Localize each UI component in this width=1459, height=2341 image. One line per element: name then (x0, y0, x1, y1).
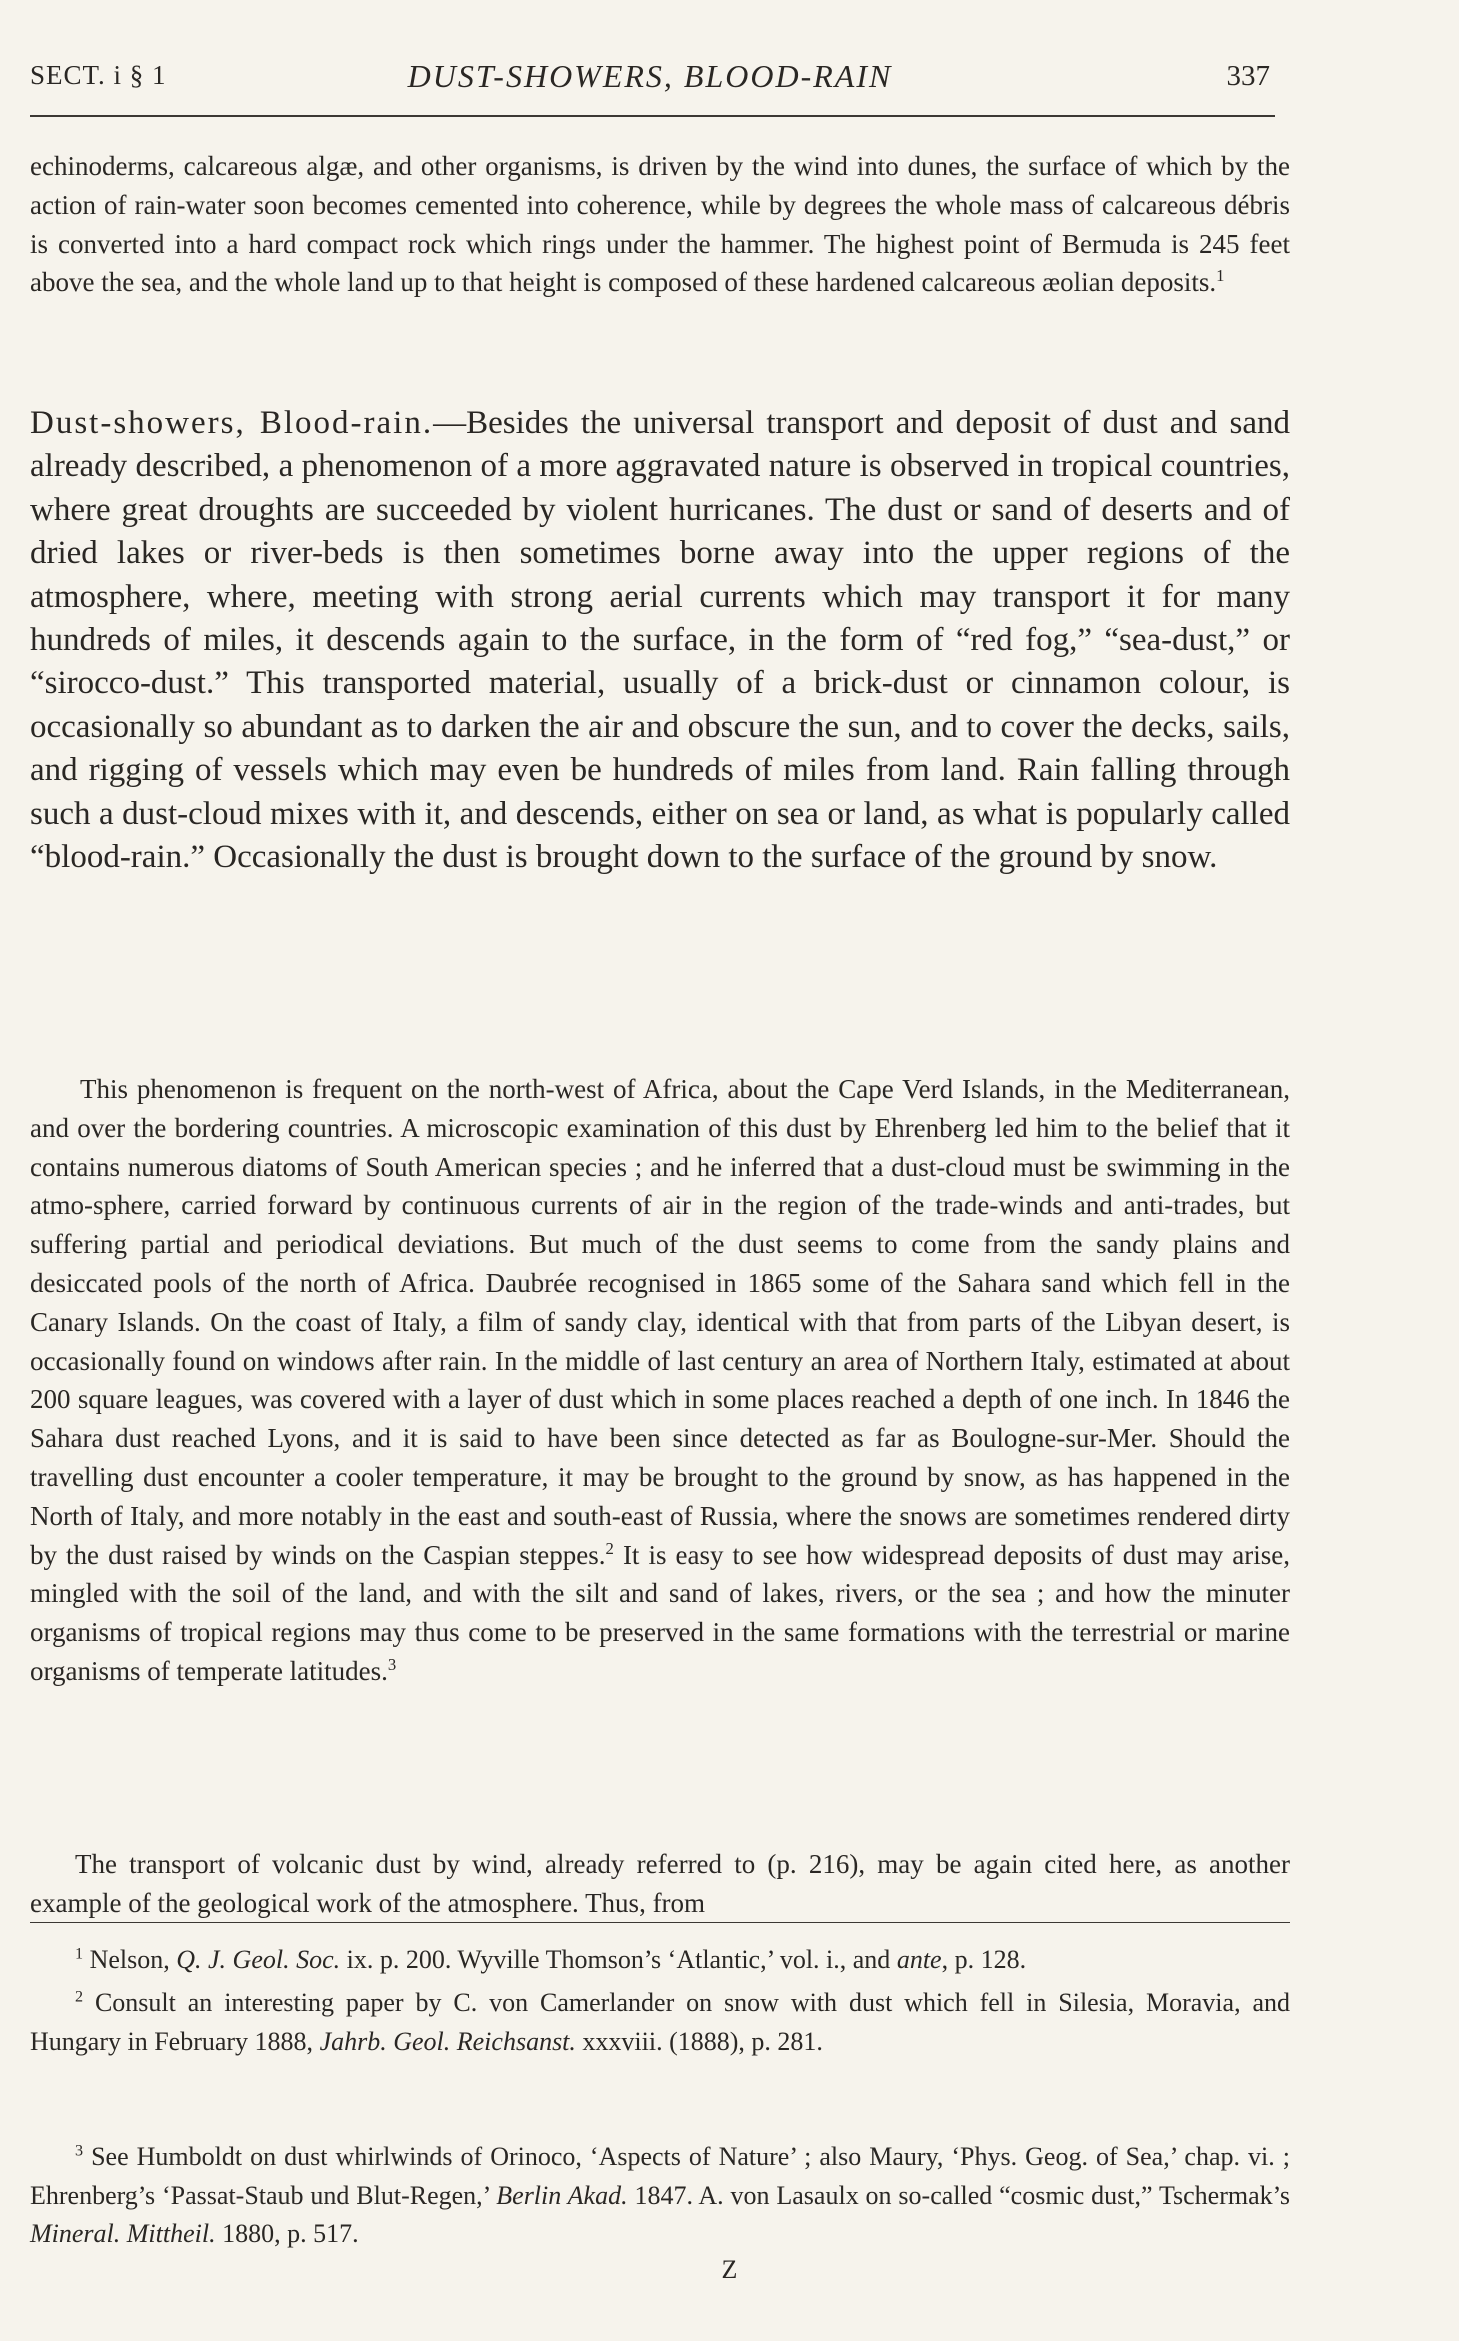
footnote-mark: 3 (75, 2142, 84, 2160)
signature-mark: Z (721, 2255, 738, 2284)
footnote-rule (30, 1922, 1290, 1923)
footnote-3 (30, 2138, 1290, 2254)
footnote-text: , p. 128. (941, 1945, 1027, 1974)
header-rule (30, 115, 1275, 117)
footnote-italic-text: ante (896, 1945, 942, 1974)
running-title: DUST-SHOWERS, BLOOD-RAIN (407, 58, 893, 94)
footnote-ref-3: 3 (387, 1654, 397, 1674)
footnote-text: Consult an interesting paper by C. von Camerlander on snow with dust which fell in Silesia, Moravia, and Hungary in February 1888, (30, 1988, 1291, 2056)
page-number: 337 (1226, 60, 1270, 92)
small-print-paragraph-2: The transport of volcanic dust by wind, already referred to (p. 216), may be again cited here, as another example of the geological work of the atmosphere. Thus, from (30, 1849, 1290, 1918)
footnote-2 (30, 1984, 1290, 2061)
footnote-text: xxxviii. (1888), p. 281. (575, 2026, 823, 2056)
footnote-italic-text: Berlin Akad. (496, 2180, 628, 2210)
section-paragraph: Dust-showers, Blood-rain.—Besides the universal transport and deposit of dust and sand already described, a phenomenon of a more aggravated nature is observed in tropical countries, where great droughts are succeeded by violent hurricanes. The dust or sand of deserts and of dried lakes or river-beds is then sometimes borne away into the upper regions of the atmosphere, where, meeting with strong aerial currents which may transport it for many hundreds of miles, it descends again to the surface, in the form of “red fog,” “sea-dust,” or “sirocco-dust.” This transported material, usually of a brick-dust or cinnamon colour, is occasionally so abundant as to darken the air and obscure the sun, and to cover the decks, sails, and rigging of vessels which may even be hundreds of miles from land. Rain falling through such a dust-cloud mixes with it, and descends, either on sea or land, as what is popularly called “blood-rain.” Occasionally the dust is brought down to the surface of the ground by snow. (30, 405, 1290, 876)
footnote-italic-text: Jahrb. Geol. Reichsanst. (319, 2026, 576, 2056)
footnote-mark: 1 (75, 1945, 84, 1963)
footnote-text: 1880, p. 517. (215, 2219, 359, 2248)
footnote-text: See Humboldt on dust whirlwinds of Orinoco, ‘Aspects of Nature’ ; also Maury, ‘Phys. Geog. of Sea,’ chap. vi. ; Ehrenberg’s ‘Passat-Staub und Blut-Regen,’ (30, 2142, 1291, 2210)
footnote-mark: 2 (75, 1988, 84, 2006)
footnote-ref-2: 2 (605, 1538, 614, 1558)
small-print-paragraph: This phenomenon is frequent on the north-west of Africa, about the Cape Verd Islands, in the Mediterranean, and over the bordering countries. A microscopic examination of this dust by Ehrenberg led him to the belief that it contains numerous diatoms of South American species ; and he inferred that a dust-cloud must be swimming in the atmo-sphere, carried forward by continuous currents of air in the region of the trade-winds and anti-trades, but suffering partial and periodical deviations. But much of the dust seems to come from the sandy plains and desiccated pools of the north of Africa. Daubrée recognised in 1865 some of the Sahara sand which fell in the Canary Islands. On the coast of Italy, a film of sandy clay, identical with that from parts of the Libyan desert, is occasionally found on windows after rain. In the middle of last century an area of Northern Italy, estimated at about 200 square leagues, was covered with a layer of dust which in some places reached a depth of one inch. In 1846 the Sahara dust reached Lyons, and it is said to have been since detected as far as Boulogne-sur-Mer. Should the travelling dust encounter a cooler temperature, it may be brought to the ground by snow, as has happened in the North of Italy, and more notably in the east and south-east of Russia, where the snows are sometimes rendered dirty by the dust raised by winds on the Caspian steppes.$^2$ It is easy to see how widespread deposits of dust may arise, mingled with the soil of the land, and with the silt and sand of lakes, rivers, or the sea ; and how the minuter organisms of tropical regions may thus come to be preserved in the same formations with the terrestrial or marine organisms of temperate latitudes.$^3$ (30, 1074, 1290, 1686)
section-label: SECT. i § 1 (30, 60, 167, 90)
section-heading: Dust-showers, Blood-rain. (30, 405, 434, 441)
footnote-1 (30, 1941, 1290, 1980)
footnote-italic-text: Q. J. Geol. Soc. (176, 1945, 341, 1974)
footnote-text: 1847. A. von Lasaulx on so-called “cosmic dust,” Tschermak’s (627, 2180, 1290, 2210)
footnote-italic-text: Mineral. Mittheil. (30, 2219, 216, 2248)
paragraph-continued: echinoderms, calcareous algæ, and other organisms, is driven by the wind into dunes, the surface of which by the action of rain-water soon becomes cemented into coherence, while by degrees the whole mass of calcareous débris is converted into a hard compact rock which rings under the hammer. The highest point of Bermuda is 245 feet above the sea, and the whole land up to that height is composed of these hardened calcareous æolian deposits.$^1$ (30, 151, 1290, 298)
running-header (30, 52, 1270, 100)
footnote-ref-1: 1 (1216, 266, 1225, 286)
footnote-text: ix. p. 200. Wyville Thomson’s ‘Atlantic,’ vol. i., and (340, 1945, 897, 1974)
footnote-text: Nelson, (89, 1945, 177, 1974)
